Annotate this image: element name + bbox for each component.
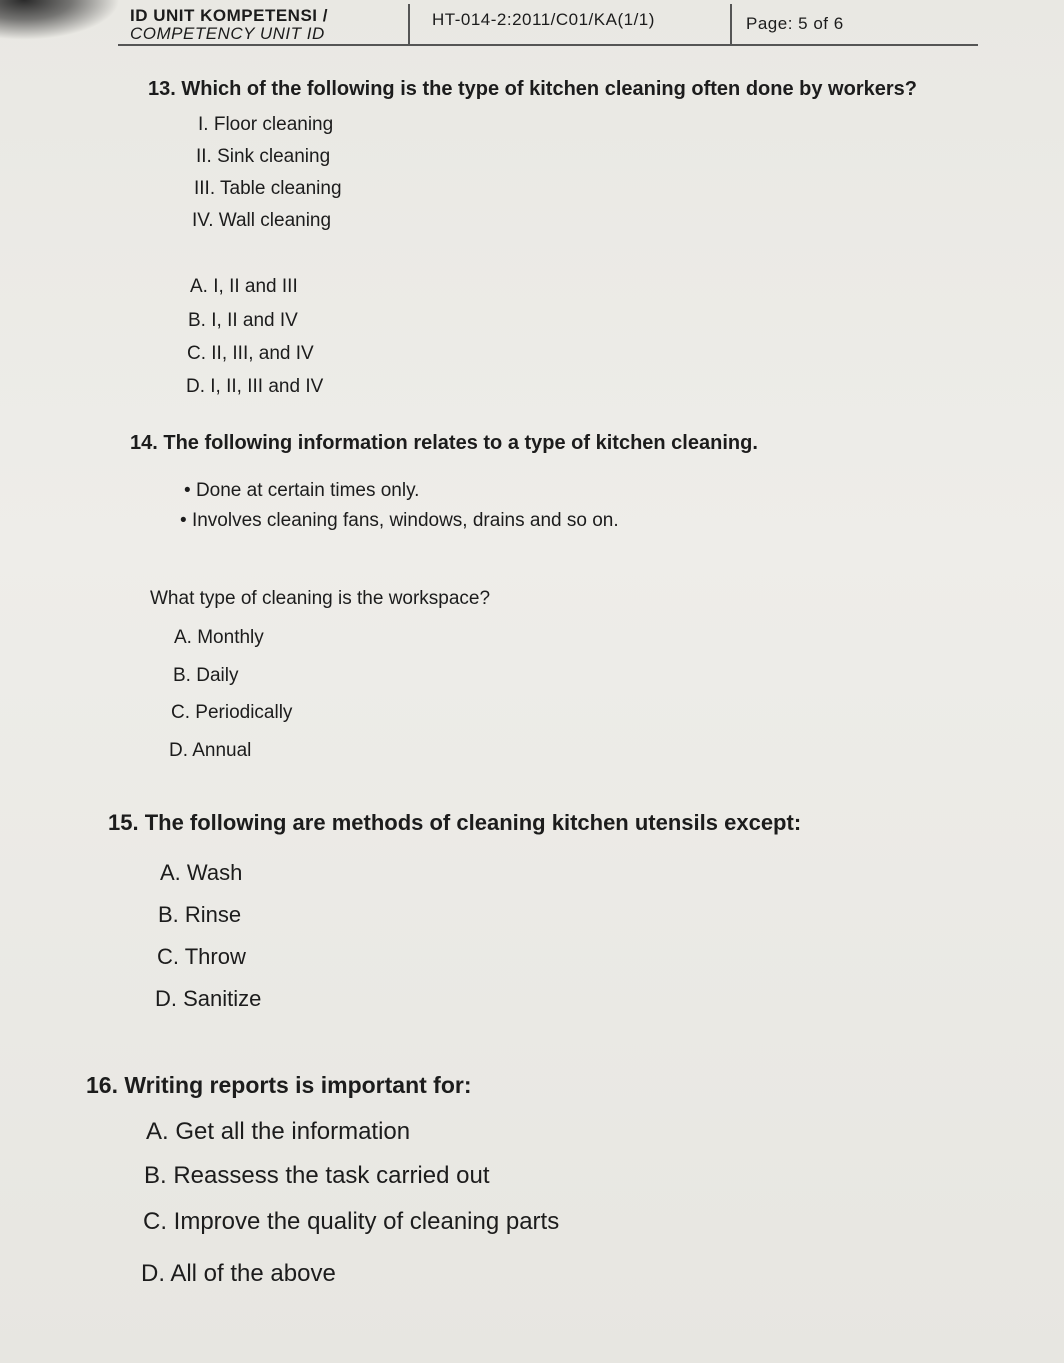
q15-option-c: C. Throw	[157, 944, 246, 969]
q15-question: 15. The following are methods of cleaning kitchen utensils except:	[108, 810, 802, 835]
document-header	[118, 4, 978, 46]
q14-question: 14. The following information relates to a type of kitchen cleaning.	[130, 432, 758, 454]
header-code: HT-014-2:2011/C01/KA(1/1)	[432, 10, 655, 29]
header-unit-id-label-en: COMPETENCY UNIT ID	[130, 24, 325, 43]
q14-option-b: B. Daily	[173, 665, 239, 686]
q14-bullet-2: • Involves cleaning fans, windows, drains and so on.	[180, 510, 619, 531]
header-page-cell	[732, 4, 978, 44]
q16-question: 16. Writing reports is important for:	[86, 1072, 472, 1098]
q13-option-b: B. I, II and IV	[188, 310, 298, 331]
q13-option-a: A. I, II and III	[190, 276, 298, 297]
q14-option-c: C. Periodically	[171, 702, 293, 723]
q14-prompt: What type of cleaning is the workspace?	[150, 588, 491, 609]
q13-item-4: IV. Wall cleaning	[192, 210, 332, 231]
header-code-cell	[410, 4, 732, 44]
q14-option-a: A. Monthly	[174, 627, 264, 648]
q13-option-d: D. I, II, III and IV	[186, 376, 324, 397]
q16-option-b: B. Reassess the task carried out	[144, 1162, 490, 1189]
q15-option-b: B. Rinse	[158, 902, 242, 927]
header-unit-id-cell	[118, 4, 410, 44]
header-page-number: Page: 5 of 6	[746, 14, 844, 33]
q13-item-3: III. Table cleaning	[194, 178, 342, 199]
photo-corner-shadow	[0, 0, 120, 40]
q15-option-a: A. Wash	[160, 860, 243, 885]
q14-option-d: D. Annual	[169, 740, 252, 761]
q16-option-c: C. Improve the quality of cleaning parts	[143, 1208, 560, 1235]
q15-option-d: D. Sanitize	[155, 986, 262, 1011]
q13-question: 13. Which of the following is the type of kitchen cleaning often done by workers?	[148, 78, 917, 100]
q13-item-2: II. Sink cleaning	[196, 146, 331, 167]
q16-option-a: A. Get all the information	[146, 1118, 411, 1145]
q16-option-d: D. All of the above	[141, 1260, 336, 1287]
q14-bullet-2-text: Involves cleaning fans, windows, drains and so on.	[191, 510, 619, 531]
header-unit-id-label: ID UNIT KOMPETENSI /	[130, 6, 328, 25]
q14-bullet-1-text: Done at certain times only.	[195, 480, 420, 501]
q13-option-c: C. II, III, and IV	[187, 343, 314, 364]
q13-item-1: I. Floor cleaning	[198, 114, 334, 135]
q14-bullet-1: • Done at certain times only.	[184, 480, 420, 501]
